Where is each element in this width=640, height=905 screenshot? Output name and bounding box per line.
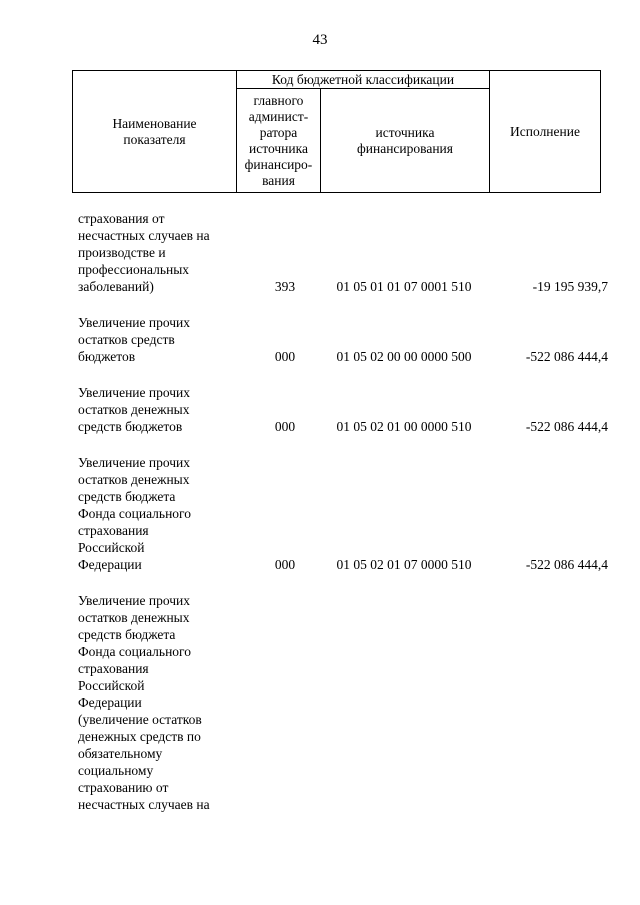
header-name-cell	[73, 71, 237, 193]
row-source-code: 01 05 02 01 00 0000 510	[336, 419, 472, 434]
header-execution-label: Исполнение	[510, 123, 580, 139]
header-admin-label: главного админист- ратора источника финансиро- вания	[244, 92, 313, 188]
header-name-label: Наименование показателя	[112, 115, 197, 147]
header-execution-cell	[490, 71, 601, 193]
row-name: страхования от несчастных случаев на производстве и профессиональных заболеваний)	[78, 211, 210, 294]
table-row	[78, 314, 608, 365]
row-execution: -522 086 444,4	[525, 419, 608, 434]
row-admin-code: 000	[274, 419, 296, 434]
header-admin-cell	[237, 89, 321, 193]
page-number: 43	[312, 32, 328, 48]
table-row	[78, 454, 608, 573]
header-code-group-label: Код бюджетной классификации	[271, 71, 455, 87]
table-row	[78, 210, 608, 295]
row-execution: -522 086 444,4	[525, 349, 608, 364]
table-header	[72, 70, 601, 193]
table-body	[78, 210, 608, 832]
row-name: Увеличение прочих остатков средств бюджетов	[78, 315, 191, 364]
row-execution: -522 086 444,4	[525, 557, 608, 572]
header-source-cell	[321, 89, 490, 193]
row-source-code: 01 05 02 01 07 0000 510	[336, 557, 472, 572]
row-name: Увеличение прочих остатков денежных средств бюджетов	[78, 385, 191, 434]
row-source-code: 01 05 01 01 07 0001 510	[336, 279, 472, 294]
row-source-code: 01 05 02 00 00 0000 500	[336, 349, 472, 364]
row-execution: -19 195 939,7	[532, 279, 608, 294]
header-code-group-cell	[237, 71, 490, 89]
row-name: Увеличение прочих остатков денежных средств бюджета Фонда социального страхования Российской Федерации	[78, 455, 191, 572]
table-row	[78, 592, 608, 813]
table-row	[78, 384, 608, 435]
row-admin-code: 000	[274, 349, 296, 364]
row-admin-code: 000	[274, 557, 296, 572]
row-name: Увеличение прочих остатков денежных средств бюджета Фонда социального страхования Российской Федерации (увеличение остатков денежных средств по обязательному социальному страхованию от несчастных случаев на	[78, 593, 210, 812]
row-admin-code: 393	[274, 279, 296, 294]
header-source-label: источника финансирования	[357, 124, 453, 156]
